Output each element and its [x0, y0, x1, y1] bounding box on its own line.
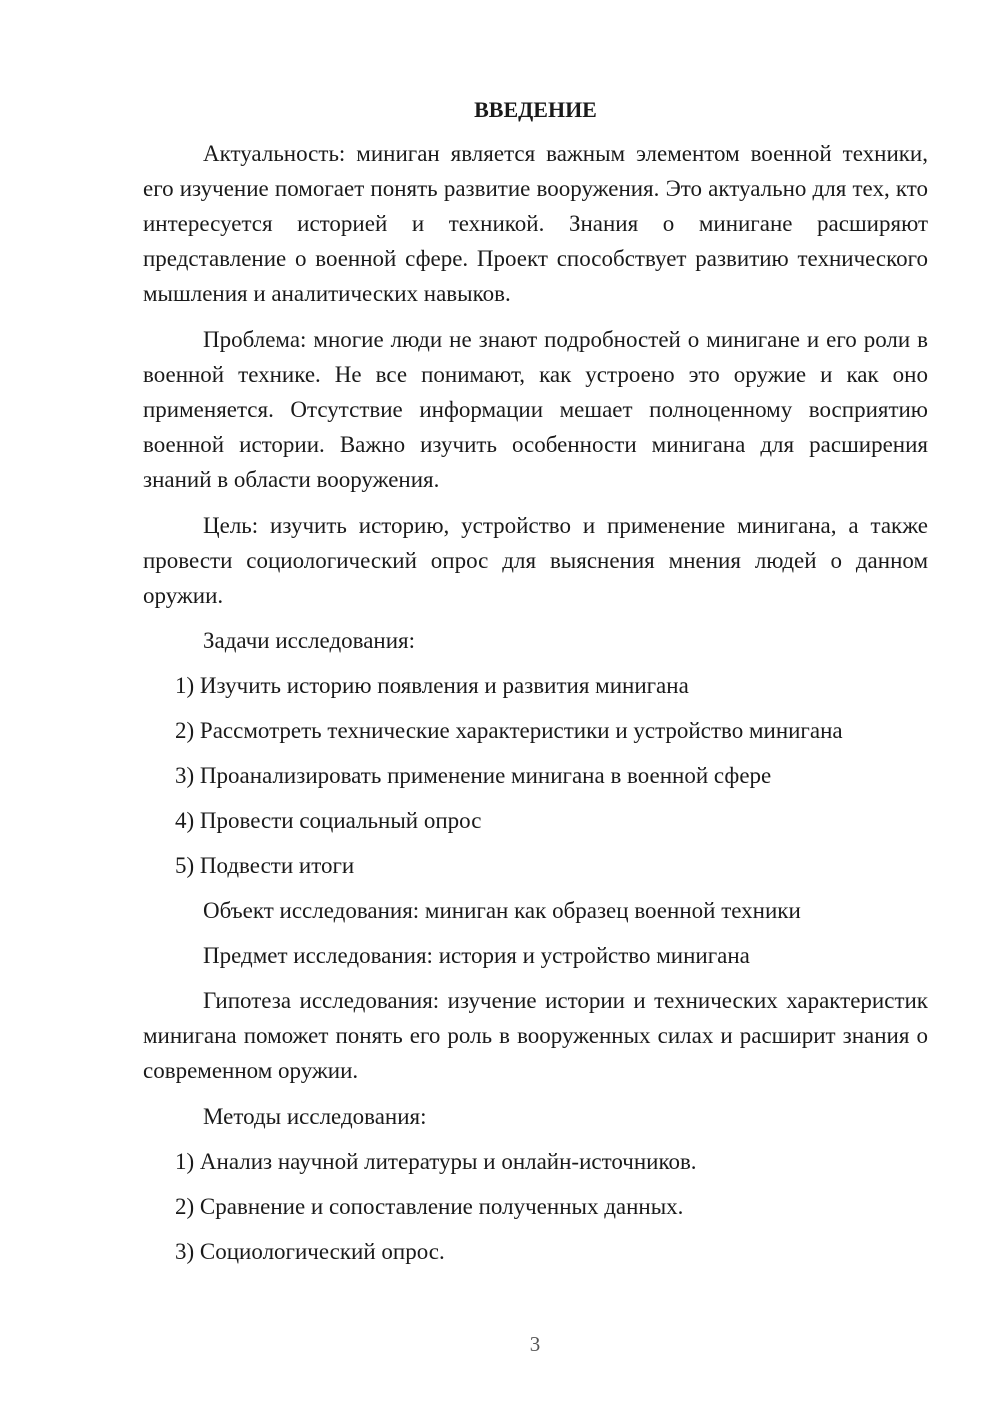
tasks-heading: Задачи исследования:: [203, 628, 416, 653]
task-item-2: 2) Рассмотреть технические характеристики и устройство минигана: [175, 718, 843, 743]
page-number: 3: [529, 1332, 541, 1356]
subject-paragraph: Предмет исследования: история и устройство минигана: [203, 943, 750, 968]
task-item-1: 1) Изучить историю появления и развития минигана: [175, 673, 689, 698]
task-item-5: 5) Подвести итоги: [175, 853, 355, 878]
goal-paragraph: Цель: изучить историю, устройство и применение минигана, а также провести социологический опрос для выяснения мнения людей о данном оружии.: [143, 513, 928, 608]
relevance-paragraph: Актуальность: миниган является важным элементом военной техники, его изучение помогает понять развитие вооружения. Это актуально для тех, кто интересуется историей и техникой. Знания о минигане расширяют представление о военной сфере. Проект способствует развитию технического мышления и аналитических навыков.: [143, 141, 928, 306]
hypothesis-paragraph: Гипотеза исследования: изучение истории и технических характеристик минигана поможет понять его роль в вооруженных силах и расширит знания о современном оружии.: [143, 988, 928, 1083]
methods-heading: Методы исследования:: [203, 1104, 427, 1129]
task-item-3: 3) Проанализировать применение минигана в военной сфере: [175, 763, 772, 788]
page-title: ВВЕДЕНИЕ: [474, 97, 597, 122]
method-item-1: 1) Анализ научной литературы и онлайн-источников.: [175, 1149, 697, 1174]
method-item-2: 2) Сравнение и сопоставление полученных данных.: [175, 1194, 684, 1219]
object-paragraph: Объект исследования: миниган как образец военной техники: [203, 898, 801, 923]
task-item-4: 4) Провести социальный опрос: [175, 808, 482, 833]
page-content: [143, 92, 928, 1269]
problem-paragraph: Проблема: многие люди не знают подробностей о минигане и его роли в военной технике. Не все понимают, как устроено это оружие и как оно применяется. Отсутствие информации мешает полноценному восприятию военной истории. Важно изучить особенности минигана для расширения знаний в области вооружения.: [143, 327, 928, 492]
method-item-3: 3) Социологический опрос.: [175, 1239, 445, 1264]
